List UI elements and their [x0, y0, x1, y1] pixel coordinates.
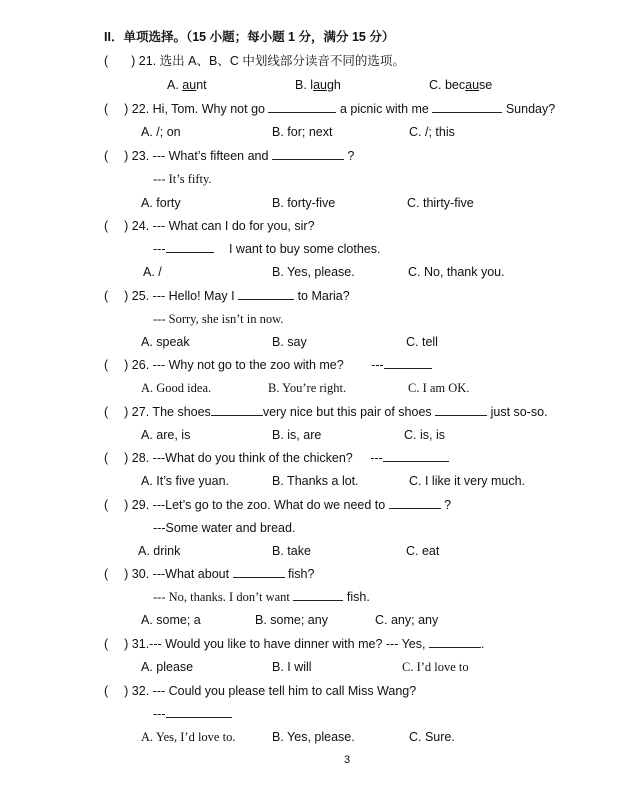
q27-option-c: C. is, is: [404, 428, 445, 442]
answer-blank: [268, 101, 336, 113]
answer-blank: [233, 566, 285, 578]
answer-blank: [389, 497, 441, 509]
answer-blank: [429, 636, 481, 648]
question-30: ( ) 30. ---What about fish?: [104, 567, 315, 581]
q22-option-b: B. for; next: [272, 125, 333, 139]
paren-open: (: [104, 54, 109, 68]
q24-answer-line: --- I want to buy some clothes.: [153, 242, 381, 256]
q28-option-b: B. Thanks a lot.: [272, 474, 359, 488]
q26-option-a: A. Good idea.: [141, 381, 212, 395]
q29-option-c: C. eat: [406, 544, 440, 558]
answer-blank: [272, 148, 344, 160]
answer-blank: [166, 706, 232, 718]
q24-option-b: B. Yes, please.: [272, 265, 355, 279]
question-31: ( ) 31.--- Would you like to have dinner with me? --- Yes, .: [104, 637, 485, 651]
question-22: ( ) 22. Hi, Tom. Why not go a picnic with me Sunday?: [104, 102, 556, 116]
page-number: 3: [344, 754, 351, 766]
q23-option-b: B. forty-five: [272, 196, 336, 210]
q23-option-a: A. forty: [141, 196, 181, 210]
q32-option-c: C. Sure.: [409, 730, 455, 744]
q21-stem: 选出 A、B、C 中划线部分读音不同的选项。: [159, 54, 405, 68]
answer-blank: [166, 241, 214, 253]
q26-option-c: C. I am OK.: [408, 381, 470, 395]
q32-answer-line: ---: [153, 706, 232, 722]
q31-option-a: A. please: [141, 660, 194, 674]
question-28: ( ) 28. ---What do you think of the chicken? ---: [104, 450, 449, 466]
q24-option-c: C. No, thank you.: [408, 265, 505, 279]
q27-option-a: A. are, is: [141, 428, 191, 442]
question-27: ( ) 27. The shoes very nice but this pair of shoes just so-so.: [104, 405, 548, 419]
question-24: ( ) 24. --- What can I do for you, sir?: [104, 219, 315, 233]
question-21: [104, 53, 405, 69]
q25-option-b: B. say: [272, 335, 307, 349]
q30-option-b: B. some; any: [255, 613, 328, 627]
q29-answer-line: ---Some water and bread.: [153, 521, 296, 535]
q26-option-b: B. You’re right.: [268, 381, 347, 395]
q21-number: 21.: [138, 54, 157, 68]
answer-blank: [293, 589, 343, 601]
q21-option-b: B. laugh: [295, 78, 341, 92]
q30-option-a: A. some; a: [141, 613, 201, 627]
q28-option-a: A. It’s five yuan.: [141, 474, 230, 488]
q28-option-c: C. I like it very much.: [409, 474, 525, 488]
q29-option-b: B. take: [272, 544, 311, 558]
answer-blank: [211, 404, 263, 416]
paren-close: ): [131, 54, 136, 68]
q22-option-a: A. /; on: [141, 125, 181, 139]
q23-answer-line: --- It’s fifty.: [153, 172, 212, 186]
question-25: ( ) 25. --- Hello! May I to Maria?: [104, 289, 350, 303]
q22-option-c: C. /; this: [409, 125, 455, 139]
q21-option-c: C. because: [429, 78, 493, 92]
q30-answer-line: --- No, thanks. I don’t want fish.: [153, 590, 370, 604]
q24-option-a: A. /: [143, 265, 162, 279]
question-29: ( ) 29. ---Let’s go to the zoo. What do we need to ?: [104, 498, 452, 512]
q31-option-c: C. I’d love to: [402, 660, 469, 674]
q31-option-b: B. I will: [272, 660, 312, 674]
q30-option-c: C. any; any: [375, 613, 439, 627]
question-32: ( ) 32. --- Could you please tell him to call Miss Wang?: [104, 684, 417, 698]
q29-option-a: A. drink: [138, 544, 181, 558]
q27-option-b: B. is, are: [272, 428, 322, 442]
q23-option-c: C. thirty-five: [407, 196, 474, 210]
q25-option-a: A. speak: [141, 335, 190, 349]
section-title: II．单项选择。（15 小题；每小题 1 分，满分 15 分）: [104, 30, 395, 44]
q32-option-b: B. Yes, please.: [272, 730, 355, 744]
answer-blank: [432, 101, 502, 113]
q21-option-a: A. aunt: [167, 78, 207, 92]
answer-blank: [383, 450, 449, 462]
q25-option-c: C. tell: [406, 335, 438, 349]
question-26: ( ) 26. --- Why not go to the zoo with me? ---: [104, 357, 432, 373]
answer-blank: [238, 288, 294, 300]
q25-answer-line: --- Sorry, she isn’t in now.: [153, 312, 284, 326]
answer-blank: [384, 357, 432, 369]
answer-blank: [435, 404, 487, 416]
question-23: ( ) 23. --- What’s fifteen and ?: [104, 149, 355, 163]
q32-option-a: A. Yes, I’d love to.: [141, 730, 236, 744]
